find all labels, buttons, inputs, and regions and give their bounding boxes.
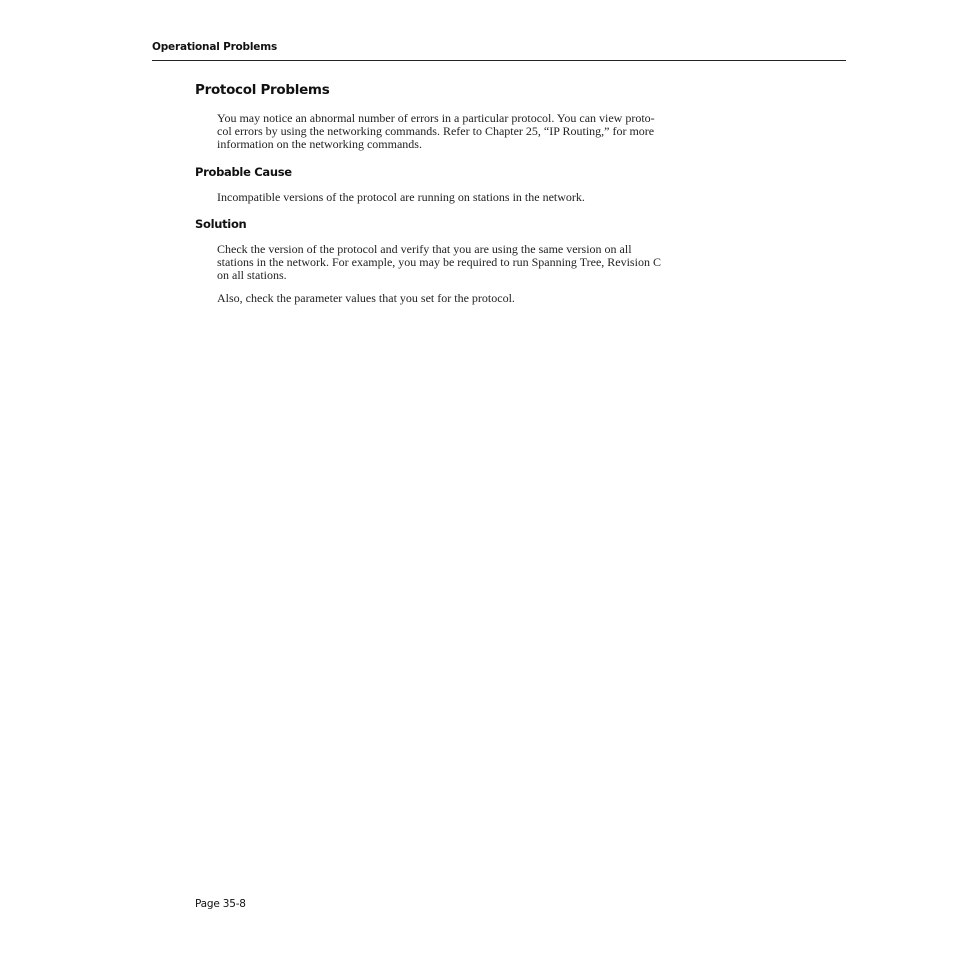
- probable-cause-line: Incompatible versions of the protocol are running on stations in the network.: [217, 190, 585, 204]
- solution-line: on all stations.: [217, 268, 287, 282]
- page-number: Page 35-8: [195, 898, 246, 910]
- section-title: Protocol Problems: [195, 82, 330, 98]
- intro-line: col errors by using the networking commands. Refer to Chapter 25, “IP Routing,” for more: [217, 124, 655, 138]
- intro-line: You may notice an abnormal number of errors in a particular protocol. You can view proto-: [217, 111, 655, 125]
- probable-cause-heading: Probable Cause: [195, 165, 292, 179]
- solution-heading: Solution: [195, 217, 247, 231]
- running-header: [152, 40, 846, 61]
- solution-line: Check the version of the protocol and verify that you are using the same version on all: [217, 242, 632, 256]
- probable-cause-paragraph: [217, 191, 757, 204]
- solution-paragraph-1: [217, 243, 757, 282]
- intro-paragraph: [217, 112, 757, 151]
- solution-line: Also, check the parameter values that you set for the protocol.: [217, 291, 515, 305]
- intro-line: information on the networking commands.: [217, 137, 422, 151]
- solution-line: stations in the network. For example, you may be required to run Spanning Tree, Revision C: [217, 255, 661, 269]
- solution-paragraph-2: [217, 292, 757, 305]
- running-header-title: Operational Problems: [152, 41, 277, 53]
